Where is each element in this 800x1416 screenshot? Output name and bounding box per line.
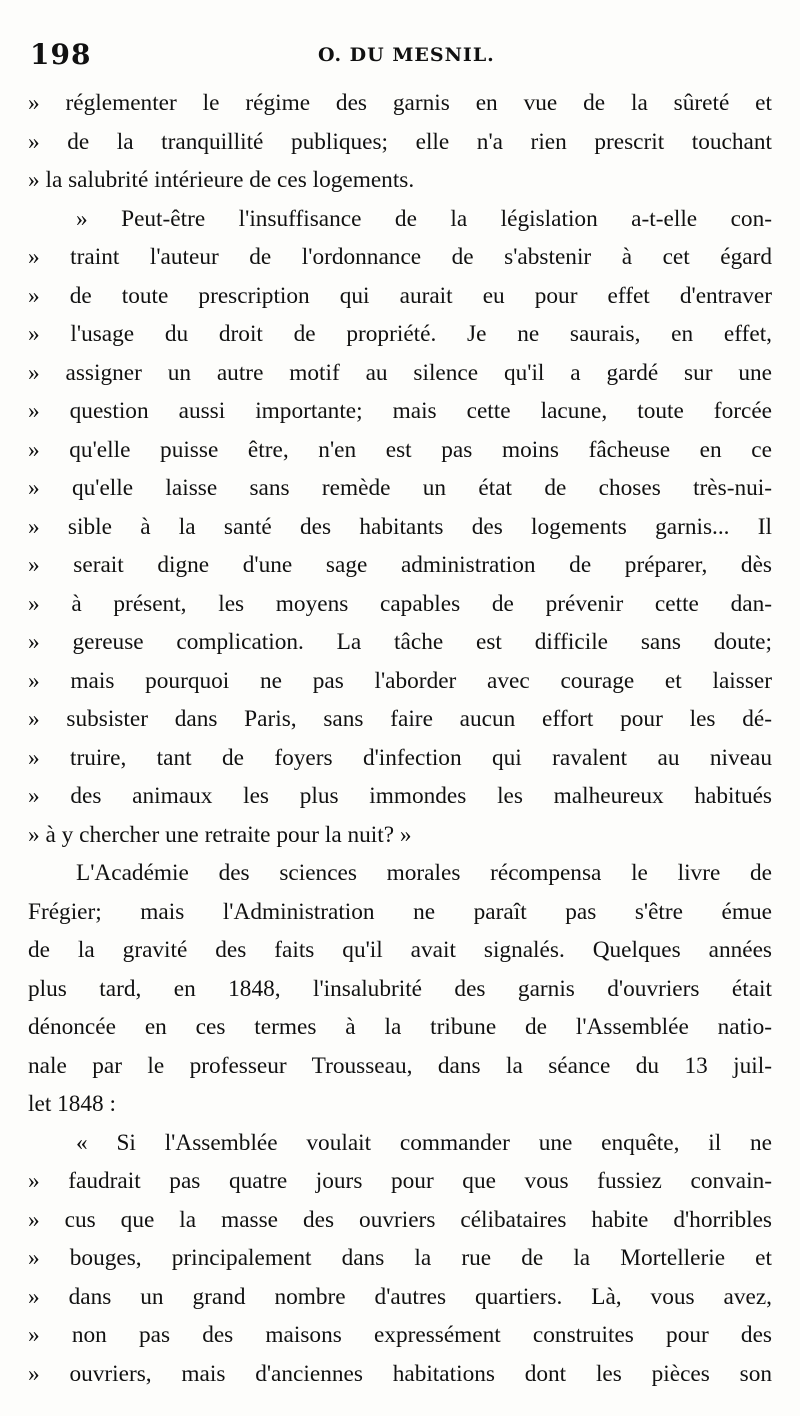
text-line: » traint l'auteur de l'ordonnance de s'abstenir à cet égard [28, 244, 772, 270]
text-line: » à y chercher une retraite pour la nuit? » [28, 821, 412, 848]
text-line: » gereuse complication. La tâche est difficile sans doute; [28, 629, 772, 655]
text-line: Frégier; mais l'Administration ne paraît pas s'être émue [28, 898, 772, 925]
text-line: » qu'elle laisse sans remède un état de choses très-nui- [28, 475, 772, 501]
text-line: de la gravité des faits qu'il avait signalés. Quelques années [28, 937, 772, 963]
text-line: » cus que la masse des ouvriers célibataires habite d'horribles [28, 1206, 772, 1233]
text-line: » Peut-être l'insuffisance de la législation a-t-elle con- [76, 205, 772, 232]
text-line: » sible à la santé des habitants des logements garnis... Il [28, 513, 772, 540]
text-line: » ouvriers, mais d'anciennes habitations dont les pièces son [28, 1360, 772, 1387]
text-line: L'Académie des sciences morales récompensa le livre de [76, 860, 772, 886]
page-header [30, 38, 790, 78]
text-line: » la salubrité intérieure de ces logements. [28, 167, 415, 193]
text-line: » non pas des maisons expressément construites pour des [28, 1322, 772, 1348]
text-line: plus tard, en 1848, l'insalubrité des garnis d'ouvriers était [28, 975, 772, 1002]
text-line: » l'usage du droit de propriété. Je ne saurais, en effet, [28, 321, 772, 347]
running-head: O. DU MESNIL. [318, 44, 495, 66]
text-line: » faudrait pas quatre jours pour que vous fussiez convain- [28, 1168, 772, 1194]
body-text [28, 84, 772, 1393]
text-line: « Si l'Assemblée voulait commander une enquête, il ne [76, 1129, 772, 1156]
text-line: » qu'elle puisse être, n'en est pas moins fâcheuse en ce [28, 436, 772, 463]
text-line: » assigner un autre motif au silence qu'il a gardé sur une [28, 359, 772, 386]
text-line: » subsister dans Paris, sans faire aucun effort pour les dé- [28, 706, 772, 732]
text-line: » de toute prescription qui aurait eu pour effet d'entraver [28, 282, 772, 309]
text-line: nale par le professeur Trousseau, dans la séance du 13 juil- [28, 1052, 772, 1079]
text-line: » de la tranquillité publiques; elle n'a rien prescrit touchant [28, 128, 772, 155]
page-number: 198 [30, 38, 92, 71]
text-line: » truire, tant de foyers d'infection qui ravalent au niveau [28, 744, 772, 771]
text-line: » mais pourquoi ne pas l'aborder avec courage et laisser [28, 667, 772, 694]
text-line: » des animaux les plus immondes les malheureux habitués [28, 783, 772, 809]
text-line: » dans un grand nombre d'autres quartiers. Là, vous avez, [28, 1283, 772, 1310]
text-line: dénoncée en ces termes à la tribune de l'Assemblée natio- [28, 1014, 772, 1040]
text-line: » question aussi importante; mais cette lacune, toute forcée [28, 398, 772, 424]
text-line: » serait digne d'une sage administration de préparer, dès [28, 552, 772, 578]
text-line: » bouges, principalement dans la rue de la Mortellerie et [28, 1245, 772, 1271]
text-line: » à présent, les moyens capables de prévenir cette dan- [28, 590, 772, 617]
text-line: » réglementer le régime des garnis en vue de la sûreté et [28, 90, 772, 116]
text-line: let 1848 : [28, 1091, 117, 1117]
